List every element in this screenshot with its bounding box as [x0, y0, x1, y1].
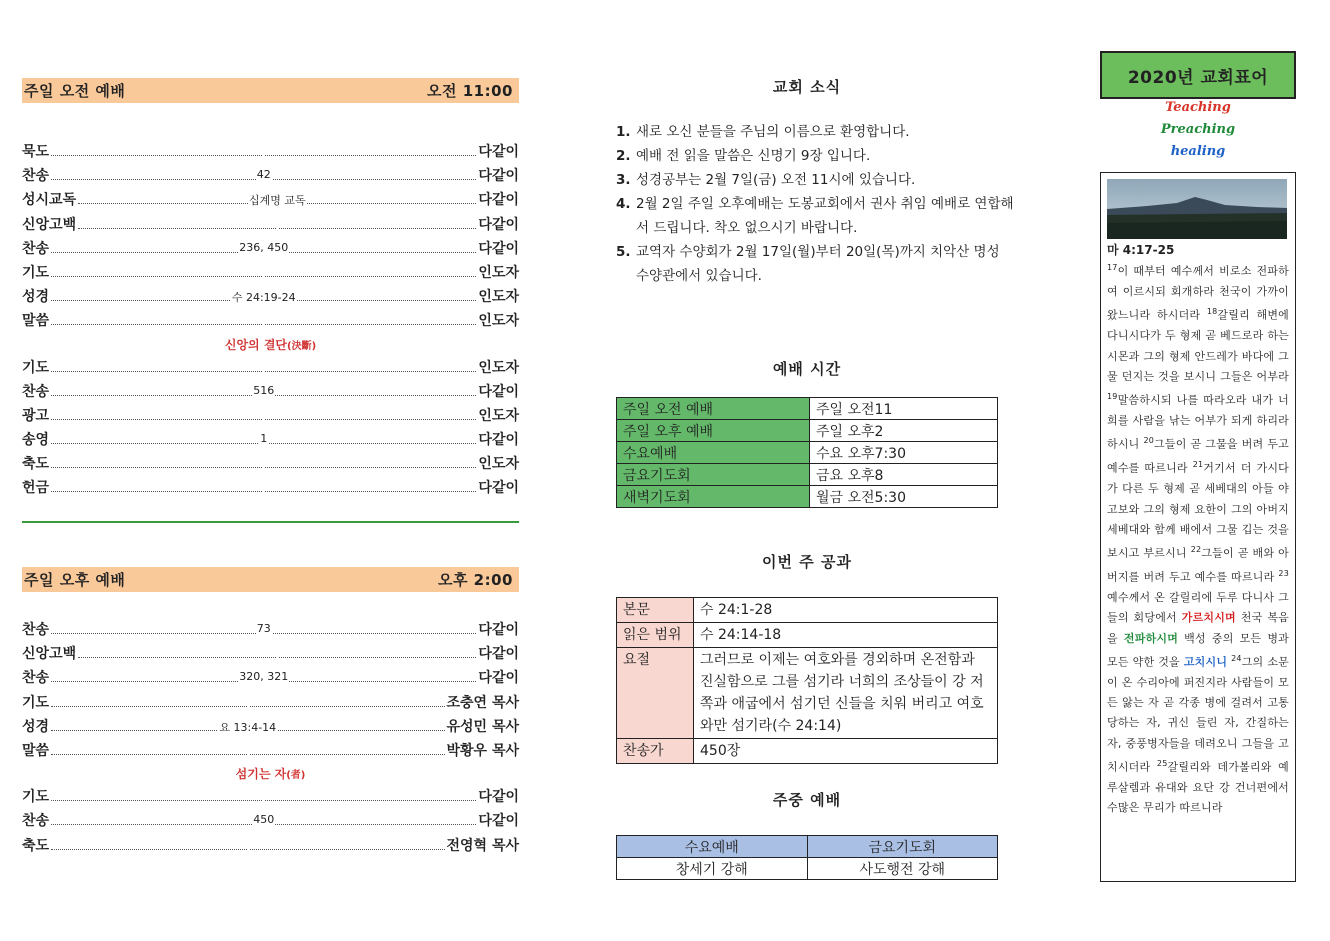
order-item-leader: 인도자 [478, 264, 519, 281]
order-item-detail: 320, 321 [239, 670, 289, 684]
worship-time-row [617, 464, 998, 486]
lesson-value: 수 24:14-18 [694, 623, 998, 648]
order-row [22, 165, 519, 189]
order-item-name: 기도 [22, 694, 50, 711]
motto-box [1100, 51, 1296, 99]
motto-word-teaching: Teaching [1165, 100, 1231, 115]
order-item-name: 찬송 [22, 383, 50, 400]
order-item-detail [247, 743, 249, 756]
order-item-detail: 42 [256, 168, 271, 182]
order-leader-dots [51, 385, 476, 396]
order-item-detail [263, 265, 265, 278]
section-note [22, 335, 519, 357]
order-item-name: 말씀 [22, 313, 50, 330]
news-item [616, 168, 1016, 192]
order-item-detail [263, 408, 265, 421]
section-note-hanja: (決斷) [287, 340, 317, 352]
order-item-leader: 다같이 [478, 622, 519, 638]
motto-word-healing: healing [1170, 144, 1226, 159]
pm-order-list [22, 619, 519, 859]
order-item-detail [276, 217, 278, 230]
order-item-name: 찬송 [22, 670, 50, 687]
order-item-leader: 조충연 목사 [446, 694, 519, 711]
order-item-name: 묵도 [22, 144, 50, 160]
order-row [22, 692, 519, 716]
order-row [22, 238, 519, 262]
news-item-number: 4. [616, 196, 631, 212]
order-item-name: 기도 [22, 264, 50, 281]
order-item-detail: 450 [253, 813, 275, 827]
order-row [22, 810, 519, 834]
order-row [22, 381, 519, 405]
news-item-number: 2. [616, 148, 631, 164]
order-item-leader: 인도자 [478, 456, 519, 473]
order-item-name: 찬송 [22, 813, 50, 830]
news-item-text: 2월 2일 주일 오후예배는 도봉교회에서 권사 취임 예배로 연합해서 드립니다. 착오 없으시기 바랍니다. [636, 196, 1014, 236]
order-item-name: 성경 [22, 718, 50, 735]
section-note-hanja: (者) [286, 770, 306, 782]
order-row [22, 619, 519, 643]
order-item-leader: 다같이 [478, 480, 519, 497]
order-item-name: 찬송 [22, 622, 50, 638]
order-item-name: 기도 [22, 789, 50, 806]
midweek-value-fri: 사도행전 강해 [807, 858, 998, 880]
order-leader-dots [51, 720, 444, 734]
lesson-row [617, 623, 998, 648]
order-leader-dots [51, 790, 476, 801]
worship-name: 새벽기도회 [617, 486, 810, 508]
motto-word-preaching: Preaching [1160, 122, 1236, 137]
order-leader-dots [78, 218, 476, 229]
order-row [22, 667, 519, 691]
order-row [22, 286, 519, 310]
order-leader-dots [51, 169, 476, 180]
order-item-detail [276, 646, 278, 659]
order-item-leader: 인도자 [478, 313, 519, 330]
worship-name: 수요예배 [617, 442, 810, 464]
pm-service-title: 주일 오후 예배 [24, 571, 126, 589]
midweek-header-wed: 수요예배 [617, 836, 808, 858]
pm-service-time: 오후 2:00 [437, 571, 513, 589]
order-leader-dots [51, 623, 476, 634]
news-item [616, 144, 1016, 168]
midweek-value-wed: 창세기 강해 [617, 858, 808, 880]
order-item-detail: 236, 450 [239, 240, 289, 254]
mountain-landscape-image [1107, 179, 1287, 239]
order-item-detail [263, 456, 265, 469]
order-leader-dots [51, 433, 476, 444]
worship-time-row [617, 442, 998, 464]
order-row [22, 716, 519, 740]
worship-time: 주일 오전11 [810, 398, 998, 420]
order-item-name: 신앙고백 [22, 216, 77, 233]
order-item-leader: 다같이 [478, 383, 519, 400]
worship-time-row [617, 486, 998, 508]
order-leader-dots [51, 361, 476, 372]
order-item-leader: 다같이 [478, 813, 519, 830]
order-item-detail [263, 313, 265, 326]
section-divider [22, 521, 519, 523]
order-item-leader: 다같이 [478, 670, 519, 687]
order-item-name: 성경 [22, 289, 50, 306]
order-item-name: 기도 [22, 359, 50, 376]
worship-time-row [617, 420, 998, 442]
motto-title: 2020년 교회표어 [1127, 67, 1269, 88]
order-item-name: 성시교독 [22, 192, 77, 209]
news-list [616, 120, 1016, 288]
order-item-name: 찬송 [22, 168, 50, 185]
order-item-name: 신앙고백 [22, 646, 77, 663]
order-leader-dots [51, 481, 476, 492]
order-row [22, 405, 519, 429]
verse-box [1100, 172, 1296, 882]
order-row [22, 262, 519, 286]
order-item-detail [247, 838, 249, 851]
news-item-number: 3. [616, 172, 631, 188]
order-item-leader: 전영혁 목사 [446, 837, 519, 854]
news-item [616, 120, 1016, 144]
order-leader-dots [51, 744, 444, 755]
order-item-leader: 인도자 [478, 289, 519, 306]
section-note-text: 신앙의 결단 [224, 337, 287, 352]
order-item-name: 헌금 [22, 480, 50, 497]
order-item-leader: 박황우 목사 [446, 742, 519, 759]
order-row [22, 189, 519, 213]
worship-times-table [616, 397, 998, 508]
midweek-header-fri: 금요기도회 [807, 836, 998, 858]
order-row [22, 141, 519, 165]
order-leader-dots [51, 314, 476, 325]
order-row [22, 786, 519, 810]
lesson-key: 본문 [617, 598, 694, 623]
midweek-title: 주중 예배 [772, 791, 842, 809]
verse-reference: 마 4:17-25 [1107, 243, 1175, 257]
lesson-table [616, 597, 998, 764]
order-leader-dots [51, 839, 444, 850]
news-item-text: 성경공부는 2월 7일(금) 오전 11시에 있습니다. [636, 172, 916, 188]
order-item-leader: 다같이 [478, 240, 519, 257]
order-item-detail [263, 789, 265, 802]
worship-name: 주일 오전 예배 [617, 398, 810, 420]
order-item-leader: 다같이 [478, 144, 519, 160]
section-note-text: 섬기는 자 [235, 767, 287, 782]
worship-time: 주일 오후2 [810, 420, 998, 442]
lesson-value: 그러므로 이제는 여호와를 경외하며 온전함과 진실함으로 그를 섬기라 너희의 조상들이 강 저쪽과 애굽에서 섬기던 신들을 치워 버리고 여호와만 섬기라(수 24:14) [694, 648, 998, 739]
order-row [22, 357, 519, 381]
order-row [22, 214, 519, 238]
news-title: 교회 소식 [772, 78, 842, 96]
order-item-leader: 인도자 [478, 407, 519, 424]
order-item-leader: 다같이 [478, 789, 519, 806]
am-service-header [22, 78, 519, 103]
order-leader-dots [51, 242, 476, 253]
worship-time-row [617, 398, 998, 420]
midweek-table [616, 835, 998, 880]
order-leader-dots [51, 814, 476, 825]
order-item-detail: 십계명 교독 [248, 194, 306, 208]
order-item-name: 송영 [22, 432, 50, 449]
order-item-name: 광고 [22, 407, 50, 424]
order-leader-dots [51, 266, 476, 277]
order-row [22, 643, 519, 667]
worship-time: 월금 오전5:30 [810, 486, 998, 508]
order-row [22, 453, 519, 477]
news-item [616, 240, 1016, 288]
lesson-title: 이번 주 공과 [762, 553, 852, 571]
lesson-value: 수 24:1-28 [694, 598, 998, 623]
lesson-value: 450장 [694, 739, 998, 764]
order-row [22, 429, 519, 453]
order-item-detail: 73 [256, 622, 271, 635]
order-row [22, 477, 519, 501]
worship-name: 주일 오후 예배 [617, 420, 810, 442]
order-item-leader: 다같이 [478, 192, 519, 209]
order-item-detail [247, 695, 249, 708]
order-item-name: 찬송 [22, 240, 50, 257]
am-service-time: 오전 11:00 [427, 82, 513, 100]
order-leader-dots [51, 696, 444, 707]
order-item-leader: 다같이 [478, 216, 519, 233]
order-leader-dots [51, 457, 476, 468]
order-row [22, 310, 519, 334]
worship-time: 금요 오후8 [810, 464, 998, 486]
am-order-list [22, 141, 519, 502]
order-item-leader: 다같이 [478, 432, 519, 449]
worship-name: 금요기도회 [617, 464, 810, 486]
order-leader-dots [51, 290, 476, 305]
order-leader-dots [78, 193, 476, 208]
news-item-number: 1. [616, 124, 631, 140]
order-item-leader: 다같이 [478, 168, 519, 185]
worship-time: 수요 오후7:30 [810, 442, 998, 464]
verse-text: $^{17}$이 때부터 예수께서 비로소 전파하여 이르시되 회개하라 천국이 가까이 왔느니라 하시더라 $^{18}$갈릴리 해변에 다니시다가 두 형제 곧 베드로라 하는 시몬과 그의 형제 안드레가 바다에 그물 던지는 것을 보시니 그들은 어부라 $^{19}$말씀하시되 나를 따라오라 내가 너희를 사람을 낚는 어부가 되게 하리라 하시니 $^{20}$그들이 곧 그물을 버려 두고 예수를 따르니라 $^{21}$거기서 더 가시다가 다른 두 형제 곧 세베대의 아들 야고보와 그의 형제 요한이 그의 아버지 세베대와 함께 배에서 그물 깁는 것을 보시고 부르시니 $^{22}$그들이 곧 배와 아버지를 버려 두고 예수를 따르니라 $^{23}$예수께서 온 갈릴리에 두루 다니사 그들의 회당에서 가르치시며 천국 복음을 전파하시며 백성 중의 모든 병과 모든 약한 것을 고치시니 $^{24}$그의 소문이 온 수리아에 퍼진지라 사람들이 모든 앓는 자 곧 각종 병에 걸려서 고통 당하는 자, 귀신 들린 자, 간질하는 자, 중풍병자들을 데려오니 그들을 고치시더라 $^{25}$갈릴리와 데가볼리와 예루살렘과 유대와 요단 강 건너편에서 수많은 무리가 따르니라 [1107, 263, 1289, 815]
news-item-text: 예배 전 읽을 말씀은 신명기 9장 입니다. [636, 148, 871, 164]
section-note [22, 764, 519, 786]
order-leader-dots [51, 671, 476, 682]
order-item-detail: 516 [253, 383, 275, 397]
order-row [22, 740, 519, 764]
lesson-row [617, 739, 998, 764]
order-leader-dots [78, 647, 476, 658]
order-row [22, 835, 519, 859]
order-leader-dots [51, 409, 476, 420]
am-service-title: 주일 오전 예배 [24, 82, 126, 100]
lesson-row [617, 598, 998, 623]
news-item [616, 192, 1016, 240]
lesson-key: 요절 [617, 648, 694, 739]
order-item-leader: 다같이 [478, 646, 519, 663]
news-item-number: 5. [616, 244, 631, 260]
order-item-leader: 유성민 목사 [446, 718, 519, 735]
order-item-detail [263, 144, 265, 157]
order-leader-dots [51, 145, 476, 156]
pm-service-header [22, 567, 519, 592]
order-item-name: 축도 [22, 837, 50, 854]
order-item-name: 축도 [22, 456, 50, 473]
order-item-detail: 1 [260, 432, 268, 446]
order-item-detail: 수 24:19-24 [231, 291, 296, 305]
order-item-detail [263, 360, 265, 373]
order-item-name: 말씀 [22, 742, 50, 759]
news-item-text: 교역자 수양회가 2월 17일(월)부터 20일(목)까지 치악산 명성 수양관에서 있습니다. [636, 244, 1000, 284]
order-item-detail [263, 480, 265, 493]
news-item-text: 새로 오신 분들을 주님의 이름으로 환영합니다. [636, 124, 910, 140]
worship-times-title: 예배 시간 [772, 360, 842, 378]
lesson-key: 찬송가 [617, 739, 694, 764]
lesson-row [617, 648, 998, 739]
order-item-leader: 인도자 [478, 359, 519, 376]
lesson-key: 읽은 범위 [617, 623, 694, 648]
order-item-detail: 요 13:4-14 [219, 720, 277, 734]
